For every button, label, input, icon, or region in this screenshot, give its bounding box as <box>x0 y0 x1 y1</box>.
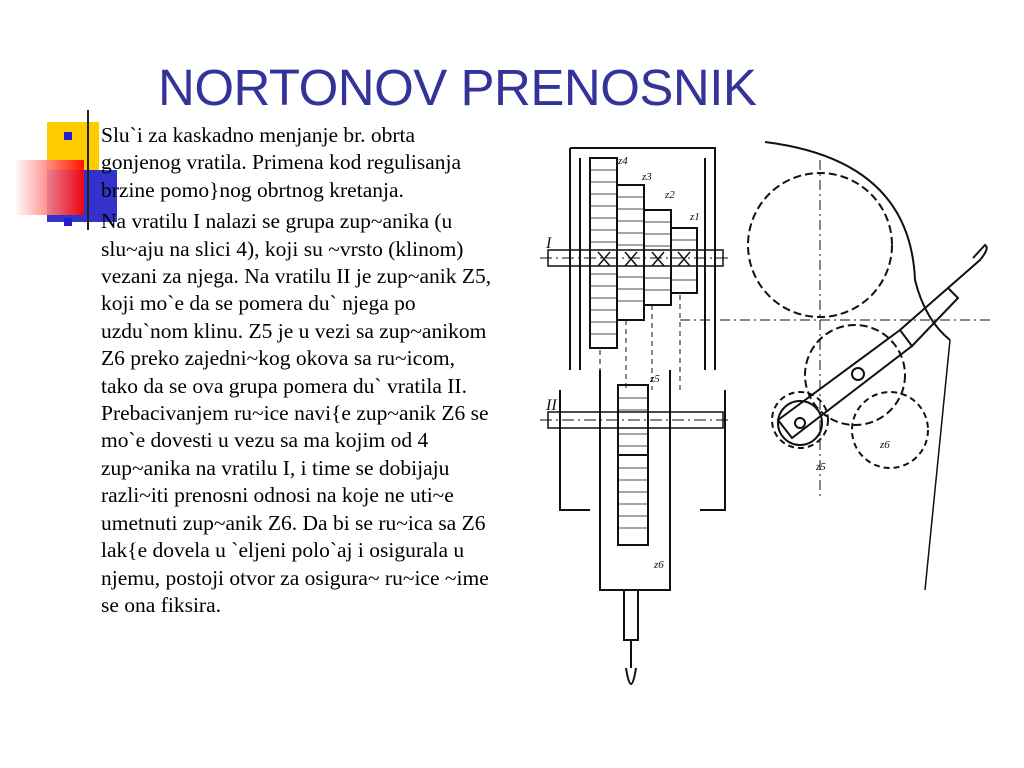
svg-text:z1: z1 <box>690 211 700 223</box>
bullet-text: Slu`i za kaskadno menjanje br. obrta gonjenog vratila. Primena kod regulisanja brzine pomo}nog obrtnog kretanja. <box>101 123 462 202</box>
shaft-ii-label: II <box>546 397 557 414</box>
svg-text:z4: z4 <box>618 155 628 167</box>
lever-stem <box>624 590 638 640</box>
svg-text:z5: z5 <box>816 461 826 473</box>
gear-z4 <box>590 158 617 348</box>
bullet-text: Na vratilu I nalazi se grupa zup~anika (u slu~aju na slici 4), koji su ~vrsto (klinom) vezani za njega. Na vratilu II je zup~anik Z5, koji mo`e da se pomera du` njega po uzdu`nom klinu. Z5 je u vezi sa zup~anikom Z6 preko zajedni~kog okova sa ru~icom, tako da se ova grupa pomera du` vratila II. Prebacivanjem ru~ice navi{e zup~anik Z6 se mo`e dovesti u vezu sa ma kojim od 4 zup~anika na vratilu I, i time se dobijaju razli~iti prenosni odnosi na koje ne uti~e umetnuti zup~anik Z6. Da bi se ru~ica sa Z6 lak{e dovela u `eljeni polo`aj i osigurala u njemu, postoji otvor za osigura~ ru~ice ~ime se ona fiksira. <box>101 209 492 617</box>
gear-z1 <box>671 228 697 293</box>
bullet-item <box>62 208 492 619</box>
gear-z3 <box>617 185 644 320</box>
bullet-marker <box>64 218 72 226</box>
svg-text:z2: z2 <box>665 189 675 201</box>
slide-title: NORTONOV PRENOSNIK <box>158 59 757 116</box>
lever-arm <box>778 330 912 438</box>
shaft-i-label: I <box>546 235 552 252</box>
bullet-item <box>62 122 492 204</box>
norton-gearbox-drawing <box>530 120 1024 768</box>
bullet-marker <box>64 132 72 140</box>
svg-text:z6: z6 <box>654 559 664 571</box>
svg-text:z6: z6 <box>880 439 890 451</box>
bullet-list <box>62 122 492 623</box>
svg-text:z3: z3 <box>642 171 652 183</box>
lever-knob <box>626 640 636 684</box>
gear-z6 <box>618 455 648 545</box>
svg-text:z5: z5 <box>650 373 660 385</box>
